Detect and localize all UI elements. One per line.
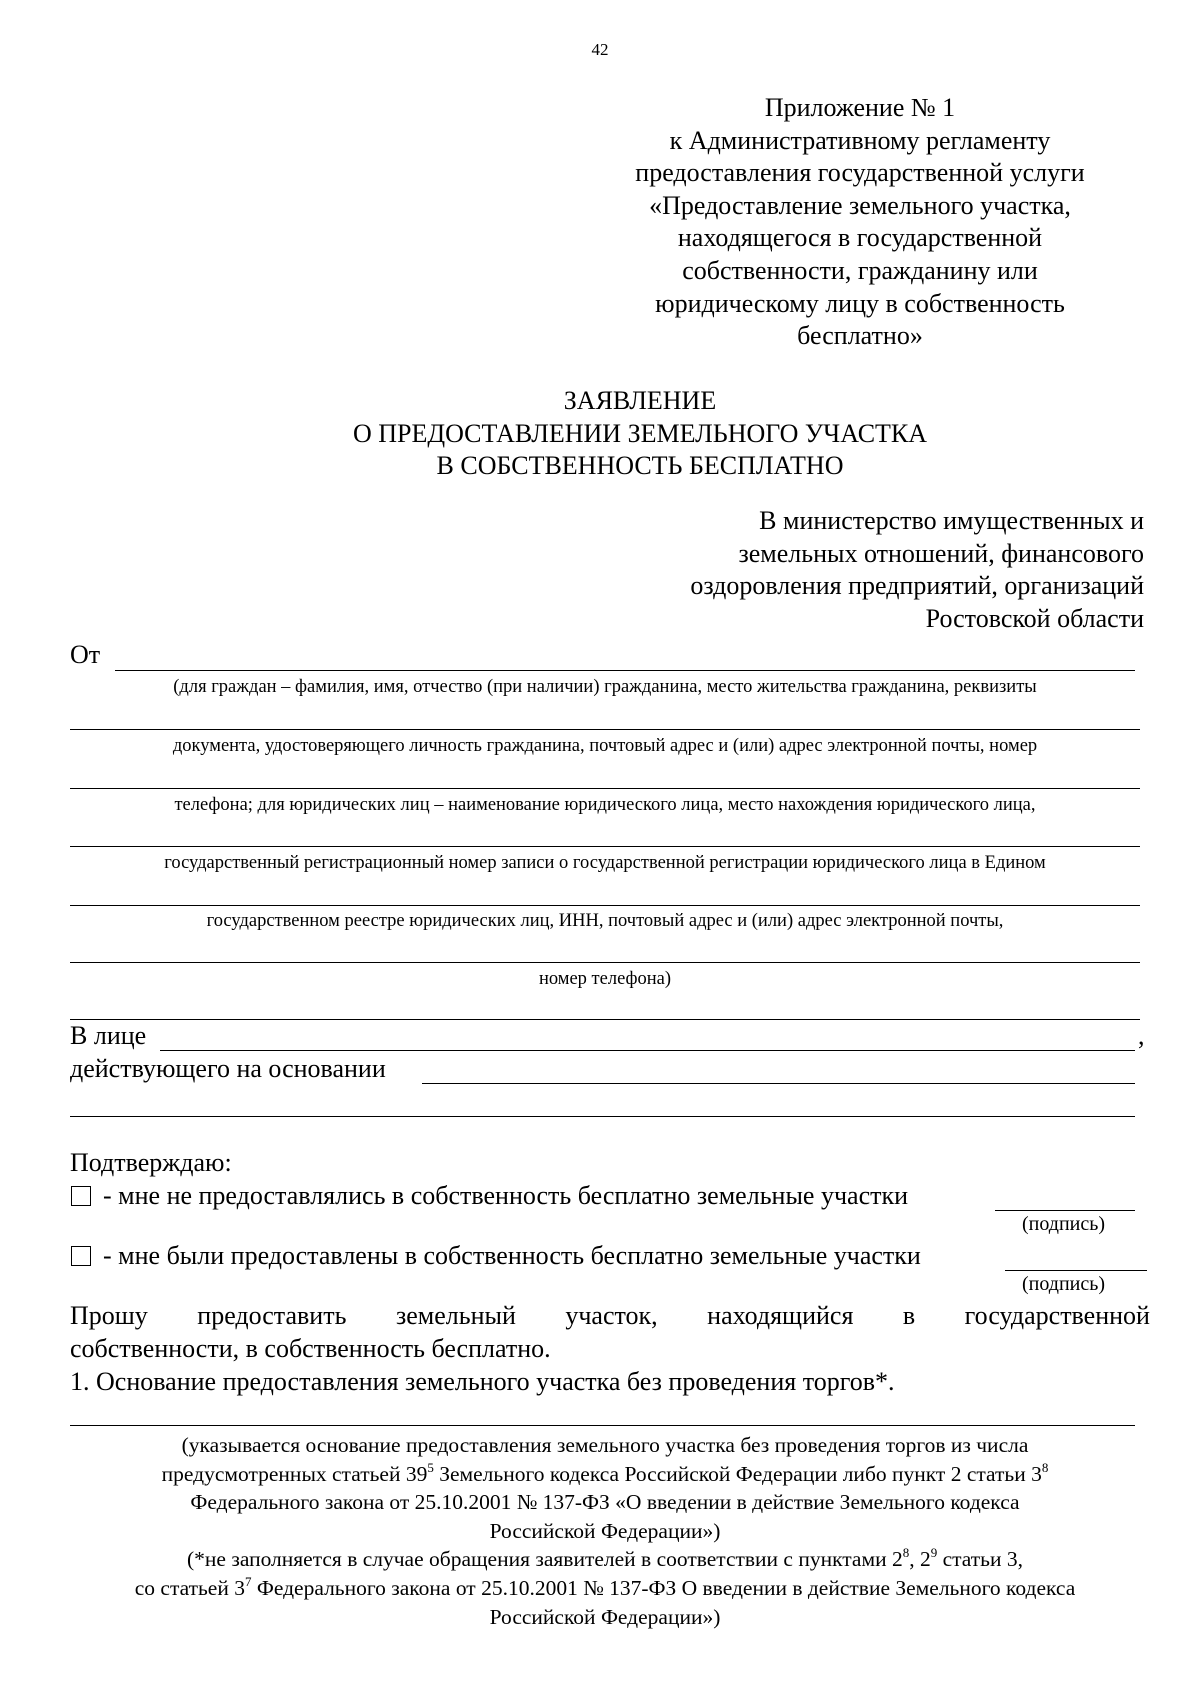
page-number: 42	[591, 40, 609, 59]
representative-name-line[interactable]	[160, 1050, 1135, 1051]
appendix-line: к Административному регламенту	[669, 125, 1051, 155]
from-hint: государственном реестре юридических лиц, ИНН, почтовый адрес и (или) адрес электронной почты,	[206, 911, 1004, 931]
from-hint: телефона; для юридических лиц – наименование юридического лица, место нахождения юридического лица,	[174, 795, 1036, 815]
from-hint: государственный регистрационный номер записи о государственной регистрации юридического лица в Едином	[164, 853, 1046, 873]
signature-line[interactable]	[1005, 1270, 1147, 1271]
document-title	[230, 385, 1050, 483]
request-word: находящийся	[707, 1301, 854, 1330]
applicant-details-line[interactable]	[70, 846, 1140, 847]
request-line	[70, 1301, 1150, 1331]
note-line: (*не заполняется в случае обращения заявителей в соответствии с пунктами $2^8$, $2^9$ статьи 3,	[187, 1545, 1023, 1572]
from-hint: документа, удостоверяющего личность гражданина, почтовый адрес и (или) адрес электронной почты, номер	[172, 736, 1038, 756]
note-line: Российской Федерации»)	[489, 1604, 721, 1629]
basis-item: 1. Основание предоставления земельного участка без проведения торгов*.	[70, 1367, 895, 1396]
request-word: предоставить	[197, 1301, 347, 1330]
appendix-line: бесплатно»	[797, 321, 923, 351]
appendix-line: находящегося в государственной	[677, 223, 1043, 253]
signature-hint: (подпись)	[1022, 1273, 1106, 1295]
addressee-line: В министерство имущественных и	[759, 506, 1144, 535]
request-word: государственной	[964, 1301, 1150, 1330]
basis-label: действующего на основании	[70, 1054, 386, 1083]
basis-input-line[interactable]	[422, 1083, 1135, 1084]
note-line: со статьей $3^7$ Федерального закона от 25.10.2001 № 137-ФЗ О введении в действие Земельного кодекса	[134, 1573, 1076, 1600]
basis-extra-line[interactable]	[70, 1116, 1135, 1117]
title-line: ЗАЯВЛЕНИЕ	[563, 386, 717, 415]
from-input-line[interactable]	[115, 670, 1135, 671]
request-word: Прошу	[70, 1301, 148, 1330]
applicant-details-line[interactable]	[70, 729, 1140, 730]
appendix-line: предоставления государственной услуги	[635, 158, 1085, 188]
addressee-line: Ростовской области	[925, 603, 1144, 633]
addressee-line: земельных отношений, финансового	[738, 538, 1144, 568]
signature-hint: (подпись)	[1022, 1213, 1106, 1235]
option-provided: - мне были предоставлены в собственность бесплатно земельные участки	[103, 1241, 921, 1270]
applicant-details-line[interactable]	[70, 1019, 1140, 1020]
note-line: Российской Федерации»)	[489, 1518, 721, 1543]
appendix-line: Приложение № 1	[764, 93, 956, 122]
request-word: участок,	[565, 1301, 658, 1330]
checkbox-provided[interactable]	[71, 1246, 91, 1266]
note-line: Федерального закона от 25.10.2001 № 137-ФЗ «О введении в действие Земельного кодекса	[190, 1490, 1020, 1515]
from-hint: номер телефона)	[538, 969, 672, 989]
appendix-line: собственности, гражданину или	[682, 255, 1038, 285]
from-label: От	[70, 640, 101, 669]
basis-input-line[interactable]	[70, 1425, 1135, 1426]
in-person-label: В лице	[70, 1021, 147, 1050]
applicant-details-line[interactable]	[70, 788, 1140, 789]
request-line-2: собственности, в собственность бесплатно.	[70, 1334, 551, 1363]
appendix-line: «Предоставление земельного участка,	[649, 190, 1071, 220]
comma: ,	[1138, 1021, 1145, 1050]
note-block	[60, 1431, 1150, 1631]
appendix-header	[620, 92, 1100, 353]
note-line: предусмотренных статьей $39^5$ Земельного кодекса Российской Федерации либо пункт 2 статьи $3^8$	[161, 1459, 1049, 1486]
signature-line[interactable]	[995, 1210, 1135, 1211]
applicant-details-line[interactable]	[70, 962, 1140, 963]
option-not-provided: - мне не предоставлялись в собственность бесплатно земельные участки	[103, 1181, 909, 1210]
request-word: в	[902, 1301, 916, 1330]
applicant-details-line[interactable]	[70, 905, 1140, 906]
addressee-line: оздоровления предприятий, организаций	[690, 571, 1144, 600]
confirm-label: Подтверждаю:	[70, 1148, 232, 1177]
checkbox-not-provided[interactable]	[71, 1186, 91, 1206]
from-hint: (для граждан – фамилия, имя, отчество (при наличии) гражданина, место жительства гражданина, реквизиты	[173, 677, 1037, 697]
addressee-block	[690, 505, 1144, 635]
note-line: (указывается основание предоставления земельного участка без проведения торгов из числа	[181, 1433, 1029, 1457]
title-line: В СОБСТВЕННОСТЬ БЕСПЛАТНО	[436, 451, 844, 480]
appendix-line: юридическому лицу в собственность	[655, 288, 1065, 318]
title-line: О ПРЕДОСТАВЛЕНИИ ЗЕМЕЛЬНОГО УЧАСТКА	[352, 418, 928, 448]
request-word: земельный	[395, 1301, 516, 1330]
